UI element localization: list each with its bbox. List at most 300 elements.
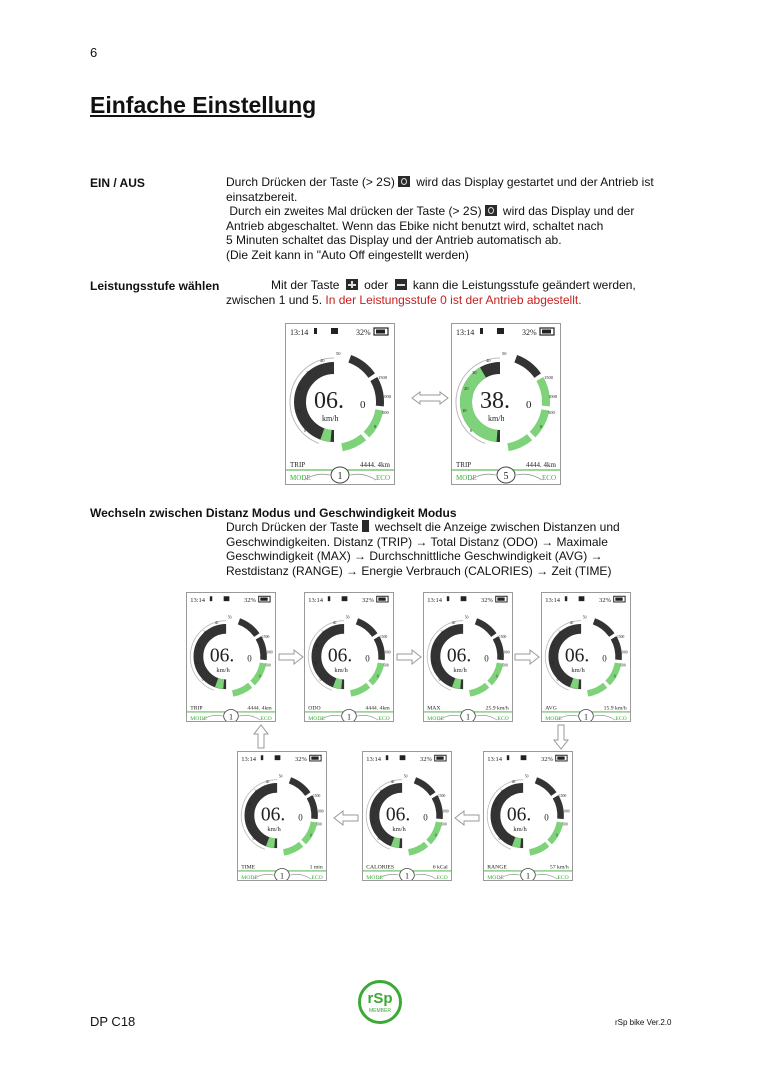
- power-segment: [371, 663, 381, 683]
- display-avg: [541, 592, 631, 722]
- eco-label: ECO: [436, 875, 448, 880]
- power-segment: [435, 797, 440, 819]
- ein-aus-line1a: Durch Drücken der Taste (> 2S): [226, 175, 395, 189]
- speed-value: 06.: [327, 645, 353, 667]
- gauge-tick-label: 40: [265, 779, 270, 784]
- display-time: [237, 751, 327, 881]
- battery-percent: 32%: [541, 755, 553, 763]
- power-segment: [253, 663, 263, 683]
- speed-unit: km/h: [513, 826, 527, 834]
- page-title: Einfache Einstellung: [90, 92, 317, 118]
- gauge-tick-label: 10: [313, 661, 317, 666]
- mode-label: MODE: [241, 875, 259, 880]
- clock-time: 13:14: [366, 755, 382, 763]
- gauge-tick-label: 50: [336, 351, 341, 356]
- arrow-right-icon: [515, 650, 539, 664]
- gauge-tick-label: 30: [500, 789, 504, 794]
- mode-label: MODE: [427, 716, 445, 721]
- gauge-tick-label: 40: [569, 620, 574, 625]
- battery-percent: 32%: [522, 328, 537, 337]
- power-tick-label: 500: [383, 663, 389, 668]
- speed-ring-fill: [514, 842, 521, 844]
- clock-time: 13:14: [427, 596, 443, 604]
- mode-label: MODE: [487, 875, 505, 880]
- display-graphic: [484, 752, 572, 880]
- power-tick-label: 1000: [316, 809, 324, 814]
- mode-label: MODE: [366, 875, 384, 880]
- battery-fill: [311, 756, 318, 759]
- power-button-icon: [485, 205, 497, 216]
- power-segment: [556, 797, 561, 819]
- info-label: MAX: [427, 705, 441, 712]
- leistung-l1a: Mit der Taste: [271, 278, 340, 292]
- leistung-line1: [271, 278, 691, 293]
- clock-time: 13:14: [545, 596, 561, 604]
- display-odo: [304, 592, 394, 722]
- ein-aus-label: EIN / AUS: [90, 176, 145, 190]
- power-tick-label: 1000: [265, 650, 273, 655]
- bluetooth-icon: [447, 596, 449, 601]
- display-graphic: [305, 593, 393, 721]
- level-curve: [516, 474, 542, 480]
- gauge-tick-label: 50: [502, 351, 507, 356]
- power-tick-label: 0: [258, 674, 261, 679]
- gauge-tick-label: 20: [196, 643, 201, 648]
- display-max: [423, 592, 513, 722]
- battery-fill: [378, 597, 385, 600]
- gauge-tick-label: 0: [319, 678, 322, 682]
- power-tick-label: 500: [382, 410, 389, 415]
- clock-time: 13:14: [190, 596, 206, 604]
- gauge-tick-label: 20: [314, 643, 319, 648]
- display-calories: [362, 751, 452, 881]
- gauge-tick-label: 10: [195, 661, 199, 666]
- bluetooth-icon: [507, 755, 509, 760]
- battery-fill: [542, 330, 551, 334]
- gauge-tick-label: 40: [214, 620, 219, 625]
- clock-time: 13:14: [487, 755, 503, 763]
- battery-fill: [615, 597, 622, 600]
- arrow-down-icon: [554, 725, 568, 749]
- power-segment: [508, 437, 530, 447]
- power-tick-label: 1500: [616, 634, 625, 639]
- gauge-tick-label: 50: [464, 615, 469, 620]
- speed-value: 06.: [260, 804, 286, 826]
- speed-unit: km/h: [488, 414, 505, 423]
- bluetooth-icon: [314, 328, 317, 334]
- speed-ring-fill: [454, 683, 461, 685]
- power-tick-label: 1000: [441, 809, 449, 814]
- gauge-tick-label: 30: [306, 370, 311, 375]
- level-curve: [594, 715, 615, 720]
- level-curve: [536, 874, 557, 879]
- gauge-tick-label: 0: [377, 837, 380, 841]
- power-tick-label: 1500: [378, 375, 387, 380]
- arrow-right-icon: [279, 650, 303, 664]
- display-range: [483, 751, 573, 881]
- power-tick-label: 1500: [498, 634, 507, 639]
- battery-fill: [260, 597, 267, 600]
- gauge-tick-label: 20: [433, 643, 438, 648]
- eco-label: ECO: [557, 875, 569, 880]
- level-value: 1: [465, 712, 471, 721]
- power-tick-label: 1500: [312, 793, 321, 798]
- gauge-tick-label: 50: [403, 774, 408, 779]
- speed-value: 06.: [209, 645, 235, 667]
- speed-unit: km/h: [322, 414, 339, 423]
- power-segment: [550, 822, 560, 842]
- power-button-icon: [398, 176, 410, 187]
- wechseln-l1b: wechselt die Anzeige zwischen Distanzen und: [374, 520, 620, 534]
- power-tick-label: 0: [309, 833, 312, 838]
- power-segment: [588, 685, 606, 693]
- light-icon: [579, 596, 585, 601]
- speed-decimal: 0: [526, 399, 532, 411]
- gauge-tick-label: 30: [558, 630, 562, 635]
- ein-aus-line3a: Durch ein zweites Mal drücken der Taste (> 2S): [229, 204, 482, 219]
- battery-fill: [497, 597, 504, 600]
- light-icon: [461, 596, 467, 601]
- power-segment: [530, 844, 548, 852]
- leistung-l2a: zwischen 1 und 5.: [226, 293, 323, 307]
- power-tick-label: 0: [540, 424, 543, 429]
- battery-fill: [557, 756, 564, 759]
- info-value: 4444. 4km: [247, 705, 272, 712]
- speed-value: 06.: [446, 645, 472, 667]
- speed-unit: km/h: [216, 667, 230, 675]
- display-trip: [186, 592, 276, 722]
- power-segment: [516, 359, 538, 376]
- mode-button-icon: [362, 520, 369, 532]
- speed-ring-fill: [217, 683, 224, 685]
- light-icon: [275, 755, 281, 760]
- mode-label: MODE: [190, 716, 208, 721]
- power-tick-label: 1500: [437, 793, 446, 798]
- bluetooth-icon: [565, 596, 567, 601]
- speed-ring-fill: [335, 683, 342, 685]
- gauge-tick-label: 20: [551, 643, 556, 648]
- speed-value: 06.: [506, 804, 532, 826]
- display-level-1: [285, 323, 395, 485]
- ein-aus-line1b: wird das Display gestartet und der Antrieb ist: [416, 175, 654, 189]
- display-graphic: [238, 752, 326, 880]
- gauge-tick-label: 40: [320, 358, 325, 363]
- battery-percent: 32%: [362, 596, 374, 604]
- bluetooth-icon: [261, 755, 263, 760]
- gauge-tick-label: 10: [550, 661, 554, 666]
- display-graphic: [424, 593, 512, 721]
- gauge-tick-label: 40: [486, 358, 491, 363]
- power-tick-label: 0: [376, 674, 379, 679]
- display-graphic: [452, 324, 560, 484]
- level-value: 1: [346, 712, 352, 721]
- info-label: AVG: [545, 705, 557, 712]
- gauge-tick-label: 20: [298, 386, 303, 391]
- info-label: CALORIES: [366, 864, 395, 871]
- level-curve: [415, 874, 436, 879]
- power-tick-label: 1000: [383, 650, 391, 655]
- display-graphic: [542, 593, 630, 721]
- gauge-tick-label: 50: [345, 615, 350, 620]
- gauge-tick-label: 20: [464, 386, 469, 391]
- power-tick-label: 1500: [558, 793, 567, 798]
- light-icon: [331, 328, 338, 334]
- power-tick-label: 500: [620, 663, 626, 668]
- display-graphic: [187, 593, 275, 721]
- battery-fill: [376, 330, 385, 334]
- gauge-tick-label: 40: [451, 620, 456, 625]
- level-curve: [357, 715, 378, 720]
- power-segment: [357, 621, 375, 635]
- info-value: 4444. 4km: [526, 461, 556, 469]
- speed-unit: km/h: [392, 826, 406, 834]
- power-segment: [304, 822, 314, 842]
- speed-unit: km/h: [571, 667, 585, 675]
- eco-label: ECO: [376, 474, 390, 482]
- wechseln-l1a: Durch Drücken der Taste: [226, 520, 359, 534]
- power-tick-label: 1000: [620, 650, 628, 655]
- speed-unit: km/h: [267, 826, 281, 834]
- clock-time: 13:14: [456, 328, 475, 337]
- gauge-tick-label: 0: [438, 678, 441, 682]
- clock-time: 13:14: [241, 755, 257, 763]
- eco-label: ECO: [615, 716, 627, 721]
- gauge-tick-label: 0: [201, 678, 204, 682]
- gauge-tick-label: 10: [492, 820, 496, 825]
- info-value: 4444. 4km: [365, 705, 390, 712]
- power-segment: [540, 379, 546, 406]
- wechseln-l3: Geschwindigkeit (MAX) → Durchschnittliche Geschwindigkeit (AVG) →: [226, 549, 603, 564]
- power-segment: [350, 359, 372, 376]
- power-segment: [409, 844, 427, 852]
- power-tick-label: 500: [441, 822, 447, 827]
- level-value: 5: [503, 471, 509, 482]
- page-number: 6: [90, 45, 98, 60]
- speed-decimal: 0: [247, 653, 252, 664]
- gauge-tick-label: 10: [371, 820, 375, 825]
- gauge-tick-label: 50: [524, 774, 529, 779]
- plus-button-icon: [346, 279, 358, 290]
- power-tick-label: 0: [374, 424, 377, 429]
- power-segment: [342, 437, 364, 447]
- power-segment: [594, 621, 612, 635]
- level-value: 1: [404, 871, 410, 880]
- rsp-logo: [358, 980, 402, 1024]
- level-value: 1: [525, 871, 531, 880]
- leistung-l1c: kann die Leistungsstufe geändert werden,: [412, 278, 636, 292]
- gauge-tick-label: 30: [254, 789, 258, 794]
- power-segment: [429, 822, 439, 842]
- battery-percent: 32%: [481, 596, 493, 604]
- info-label: ODO: [308, 705, 321, 712]
- power-tick-label: 0: [613, 674, 616, 679]
- ein-aus-text: [226, 175, 686, 263]
- level-curve: [350, 474, 376, 480]
- wechseln-l4: Restdistanz (RANGE) → Energie Verbrauch (CALORIES) → Zeit (TIME): [226, 563, 612, 578]
- power-tick-label: 0: [555, 833, 558, 838]
- gauge-tick-label: 0: [498, 837, 501, 841]
- gauge-tick-label: 30: [440, 630, 444, 635]
- battery-percent: 32%: [244, 596, 256, 604]
- eco-label: ECO: [260, 716, 272, 721]
- mode-label: MODE: [456, 474, 477, 482]
- bluetooth-icon: [210, 596, 212, 601]
- display-graphic: [286, 324, 394, 484]
- footer-version: rSp bike Ver.2.0: [615, 1018, 672, 1027]
- power-tick-label: 1000: [562, 809, 570, 814]
- gauge-tick-label: 50: [278, 774, 283, 779]
- power-tick-label: 1500: [261, 634, 270, 639]
- light-icon: [400, 755, 406, 760]
- info-label: TRIP: [290, 461, 306, 469]
- double-arrow-icon: [410, 390, 450, 406]
- gauge-tick-label: 0: [252, 837, 255, 841]
- power-segment: [290, 780, 308, 794]
- mode-label: MODE: [308, 716, 326, 721]
- info-value: 25.9 km/h: [485, 705, 509, 712]
- info-label: TRIP: [190, 705, 203, 712]
- ein-aus-line2: einsatzbereit.: [226, 189, 298, 204]
- power-segment: [415, 780, 433, 794]
- power-tick-label: 500: [502, 663, 508, 668]
- info-label: RANGE: [487, 864, 507, 871]
- ein-aus-line6: (Die Zeit kann in "Auto Off eingestellt werden): [226, 247, 469, 262]
- leistung-line2: [226, 293, 686, 308]
- power-segment: [351, 685, 369, 693]
- gauge-tick-label: 40: [332, 620, 337, 625]
- power-segment: [233, 685, 251, 693]
- gauge-tick-label: 50: [227, 615, 232, 620]
- light-icon: [224, 596, 230, 601]
- power-segment: [374, 379, 380, 406]
- power-segment: [284, 844, 302, 852]
- speed-decimal: 0: [602, 653, 607, 664]
- gauge-tick-label: 30: [379, 789, 383, 794]
- power-tick-label: 1000: [502, 650, 510, 655]
- eco-label: ECO: [378, 716, 390, 721]
- power-segment: [614, 638, 619, 660]
- speed-value: 06.: [564, 645, 590, 667]
- display-level-5: [451, 323, 561, 485]
- power-tick-label: 500: [316, 822, 322, 827]
- info-value: 1 min: [309, 864, 323, 871]
- gauge-tick-label: 0: [470, 428, 473, 433]
- speed-decimal: 0: [544, 812, 549, 823]
- battery-percent: 32%: [599, 596, 611, 604]
- leistung-l1b: oder: [364, 278, 389, 292]
- power-tick-label: 500: [562, 822, 568, 827]
- power-segment: [259, 638, 264, 660]
- gauge-tick-label: 10: [432, 661, 436, 666]
- ein-aus-line4: Antrieb abgeschaltet. Wenn das Ebike nicht benutzt wird, schaltet nach: [226, 218, 604, 233]
- speed-decimal: 0: [298, 812, 303, 823]
- battery-percent: 32%: [295, 755, 307, 763]
- gauge-tick-label: 40: [511, 779, 516, 784]
- power-segment: [490, 663, 500, 683]
- gauge-tick-label: 40: [390, 779, 395, 784]
- power-tick-label: 500: [548, 410, 555, 415]
- power-tick-label: 0: [434, 833, 437, 838]
- gauge-tick-label: 20: [247, 802, 252, 807]
- level-curve: [476, 715, 497, 720]
- power-segment: [533, 410, 546, 435]
- mode-label: MODE: [545, 716, 563, 721]
- info-value: 6 kCal: [432, 864, 448, 871]
- battery-percent: 32%: [420, 755, 432, 763]
- power-segment: [239, 621, 257, 635]
- gauge-tick-label: 30: [472, 370, 477, 375]
- gauge-tick-label: 10: [462, 408, 467, 413]
- bluetooth-icon: [480, 328, 483, 334]
- power-tick-label: 0: [495, 674, 498, 679]
- level-curve: [290, 874, 311, 879]
- leistung-l2b-red: In der Leistungsstufe 0 ist der Antrieb abgestellt.: [325, 293, 582, 307]
- power-tick-label: 1000: [548, 394, 557, 399]
- arrow-left-icon: [334, 811, 358, 825]
- logo-subtext: MEMBER: [369, 1008, 391, 1014]
- speed-value: 06.: [385, 804, 411, 826]
- gauge-tick-label: 10: [296, 408, 301, 413]
- mode-label: MODE: [290, 474, 311, 482]
- speed-value: 06.: [314, 388, 344, 414]
- speed-unit: km/h: [334, 667, 348, 675]
- gauge-tick-label: 10: [246, 820, 250, 825]
- level-value: 1: [279, 871, 285, 880]
- power-segment: [470, 685, 488, 693]
- speed-value: 38.: [480, 388, 510, 414]
- ein-aus-line3b: wird das Display und der: [502, 204, 635, 219]
- power-segment: [310, 797, 315, 819]
- gauge-tick-label: 30: [203, 630, 207, 635]
- power-segment: [377, 638, 382, 660]
- power-segment: [608, 663, 618, 683]
- info-value: 57 km/h: [549, 864, 569, 871]
- ein-aus-line5: 5 Minuten schaltet das Display und der Antrieb automatisch ab.: [226, 233, 562, 248]
- arrow-left-icon: [455, 811, 479, 825]
- power-segment: [496, 638, 501, 660]
- gauge-tick-label: 20: [372, 802, 377, 807]
- eco-label: ECO: [497, 716, 509, 721]
- speed-unit: km/h: [453, 667, 467, 675]
- speed-decimal: 0: [423, 812, 428, 823]
- power-tick-label: 1500: [544, 375, 553, 380]
- minus-button-icon: [395, 279, 407, 290]
- eco-label: ECO: [311, 875, 323, 880]
- level-value: 1: [337, 471, 343, 482]
- speed-decimal: 0: [365, 653, 370, 664]
- light-icon: [342, 596, 348, 601]
- leistung-label: Leistungsstufe wählen: [90, 279, 220, 293]
- gauge-tick-label: 0: [304, 428, 307, 433]
- gauge-tick-label: 30: [321, 630, 325, 635]
- level-value: 1: [228, 712, 234, 721]
- power-tick-label: 1500: [379, 634, 388, 639]
- speed-ring-fill: [393, 842, 400, 844]
- light-icon: [521, 755, 527, 760]
- level-curve: [239, 715, 260, 720]
- bluetooth-icon: [328, 596, 330, 601]
- level-value: 1: [583, 712, 589, 721]
- logo-text: rSp: [367, 990, 393, 1007]
- clock-time: 13:14: [290, 328, 309, 337]
- power-tick-label: 1000: [382, 394, 391, 399]
- gauge-tick-label: 0: [556, 678, 559, 682]
- clock-time: 13:14: [308, 596, 324, 604]
- wechseln-label: Wechseln zwischen Distanz Modus und Geschwindigkeit Modus: [90, 506, 457, 520]
- speed-ring-fill: [322, 434, 331, 436]
- power-segment: [367, 410, 380, 435]
- wechseln-text: [226, 520, 666, 578]
